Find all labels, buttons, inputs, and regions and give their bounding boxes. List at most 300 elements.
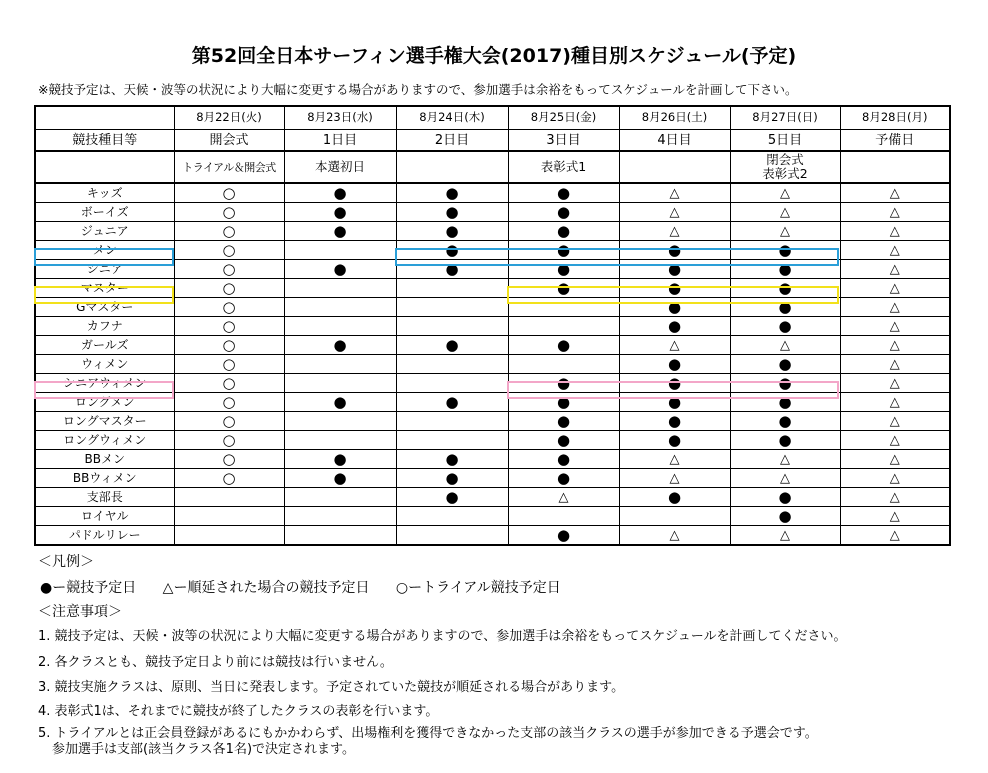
schedule-cell xyxy=(174,241,284,260)
class-name: シニアウィメン xyxy=(35,374,174,393)
table-row xyxy=(35,317,950,336)
schedule-cell xyxy=(730,336,840,355)
table-row xyxy=(35,222,950,241)
trial-mark: ○ xyxy=(222,449,236,468)
category-header: 競技種目等 xyxy=(35,130,174,152)
schedule-cell xyxy=(508,374,619,393)
schedule-cell xyxy=(396,279,508,298)
class-name: ロングマスター xyxy=(35,412,174,431)
class-name: メン xyxy=(35,241,174,260)
competition-mark: ● xyxy=(445,392,459,411)
schedule-cell xyxy=(730,241,840,260)
class-name: キッズ xyxy=(35,183,174,203)
class-name: ロイヤル xyxy=(35,507,174,526)
table-row xyxy=(35,469,950,488)
legend-heading: ＜凡例＞ xyxy=(38,554,94,570)
schedule-cell xyxy=(508,317,619,336)
corner-cell xyxy=(35,106,174,130)
trial-mark: ○ xyxy=(222,411,236,430)
schedule-cell xyxy=(840,241,950,260)
schedule-cell xyxy=(174,526,284,546)
schedule-cell xyxy=(730,412,840,431)
schedule-cell xyxy=(619,450,730,469)
schedule-cell xyxy=(396,469,508,488)
schedule-cell xyxy=(840,279,950,298)
competition-mark: ● xyxy=(445,259,459,278)
schedule-cell xyxy=(840,355,950,374)
day-header: 5日目 xyxy=(730,130,840,152)
competition-mark: ● xyxy=(667,487,682,506)
postponed-mark: △ xyxy=(889,413,900,429)
trial-mark: ○ xyxy=(222,392,236,411)
competition-mark: ● xyxy=(445,240,459,259)
schedule-cell xyxy=(284,279,396,298)
day-header: 4日目 xyxy=(619,130,730,152)
schedule-cell xyxy=(396,222,508,241)
schedule-cell xyxy=(619,469,730,488)
schedule-cell xyxy=(730,393,840,412)
event-row xyxy=(35,151,950,183)
schedule-cell xyxy=(508,183,619,203)
competition-mark: ● xyxy=(556,392,571,411)
schedule-cell xyxy=(284,526,396,546)
schedule-cell xyxy=(284,450,396,469)
postponed-mark: △ xyxy=(669,470,680,486)
competition-mark: ● xyxy=(556,335,571,354)
schedule-cell xyxy=(730,260,840,279)
trial-mark: ○ xyxy=(222,373,236,392)
postponed-mark: △ xyxy=(889,299,900,315)
trial-mark: ○ xyxy=(222,354,236,373)
table-row xyxy=(35,279,950,298)
schedule-cell xyxy=(840,183,950,203)
competition-mark: ● xyxy=(333,449,347,468)
class-name: 支部長 xyxy=(35,488,174,507)
competition-mark: ● xyxy=(445,183,459,202)
competition-mark: ● xyxy=(333,468,347,487)
caution-item-1: 1. 競技予定は、天候・波等の状況により大幅に変更する場合がありますので、参加選手は余裕をもってスケジュールを計画してください。 xyxy=(38,629,847,644)
schedule-cell xyxy=(619,431,730,450)
competition-mark: ● xyxy=(445,202,459,221)
day-header: 3日目 xyxy=(508,130,619,152)
schedule-cell xyxy=(284,507,396,526)
postponed-mark: △ xyxy=(889,432,900,448)
legend-item-scheduled: ●ー競技予定日 xyxy=(40,580,137,596)
schedule-cell xyxy=(508,336,619,355)
trial-mark: ○ xyxy=(222,468,236,487)
schedule-cell xyxy=(284,336,396,355)
postponed-mark: △ xyxy=(889,280,900,296)
competition-mark: ● xyxy=(556,259,571,278)
schedule-cell xyxy=(284,183,396,203)
schedule-cell xyxy=(840,507,950,526)
postponed-mark: △ xyxy=(889,337,900,353)
class-name: ロングウィメン xyxy=(35,431,174,450)
schedule-cell xyxy=(840,298,950,317)
table-row xyxy=(35,412,950,431)
trial-mark: ○ xyxy=(222,221,236,240)
schedule-cell xyxy=(284,298,396,317)
competition-mark: ● xyxy=(778,487,792,506)
schedule-cell xyxy=(730,317,840,336)
page-title: 第52回全日本サーフィン選手権大会(2017)種目別スケジュール(予定) xyxy=(191,45,797,67)
schedule-cell xyxy=(840,469,950,488)
class-name: BBウィメン xyxy=(35,469,174,488)
schedule-cell xyxy=(174,374,284,393)
day-header: 開会式 xyxy=(174,130,284,152)
postponed-mark: △ xyxy=(889,185,900,201)
competition-mark: ● xyxy=(667,297,682,316)
table-row xyxy=(35,355,950,374)
competition-mark: ● xyxy=(556,202,571,221)
competition-mark: ● xyxy=(778,278,792,297)
schedule-cell xyxy=(840,450,950,469)
class-name: ガールズ xyxy=(35,336,174,355)
event-cell: 本選初日 xyxy=(284,151,396,183)
event-cell: トライアル＆開会式 xyxy=(174,151,284,183)
schedule-cell xyxy=(619,355,730,374)
competition-mark: ● xyxy=(667,392,682,411)
schedule-cell xyxy=(619,183,730,203)
schedule-cell xyxy=(396,393,508,412)
competition-mark: ● xyxy=(556,221,571,240)
competition-mark: ● xyxy=(778,316,792,335)
trial-mark: ○ xyxy=(222,335,236,354)
schedule-cell xyxy=(619,317,730,336)
schedule-cell xyxy=(730,450,840,469)
event-cell: 表彰式1 xyxy=(508,151,619,183)
date-header: 8月26日(土) xyxy=(619,106,730,130)
schedule-cell xyxy=(840,203,950,222)
schedule-notice: ※競技予定は、天候・波等の状況により大幅に変更する場合がありますので、参加選手は余裕をもってスケジュールを計画して下さい。 xyxy=(38,82,798,97)
postponed-mark: △ xyxy=(889,261,900,277)
postponed-mark: △ xyxy=(889,508,900,524)
schedule-cell xyxy=(508,507,619,526)
event-cell xyxy=(840,151,950,183)
schedule-cell xyxy=(284,431,396,450)
schedule-cell xyxy=(508,260,619,279)
class-name: Gマスター xyxy=(35,298,174,317)
schedule-cell xyxy=(396,374,508,393)
table-row xyxy=(35,298,950,317)
date-header: 8月28日(月) xyxy=(840,106,950,130)
postponed-mark: △ xyxy=(889,375,900,391)
schedule-cell xyxy=(619,336,730,355)
competition-mark: ● xyxy=(556,468,571,487)
schedule-cell xyxy=(508,298,619,317)
schedule-cell xyxy=(840,431,950,450)
competition-mark: ● xyxy=(445,221,459,240)
class-name: マスター xyxy=(35,279,174,298)
caution-item-5-continued: 参加選手は支部(該当クラス各1名)で決定されます。 xyxy=(52,742,355,757)
competition-mark: ● xyxy=(778,259,792,278)
competition-mark: ● xyxy=(778,297,792,316)
schedule-cell xyxy=(396,317,508,336)
competition-mark: ● xyxy=(445,468,459,487)
schedule-cell xyxy=(508,431,619,450)
table-row xyxy=(35,393,950,412)
schedule-cell xyxy=(619,393,730,412)
competition-mark: ● xyxy=(556,373,571,392)
schedule-cell xyxy=(619,260,730,279)
postponed-mark: △ xyxy=(889,356,900,372)
day-row xyxy=(35,130,950,152)
competition-mark: ● xyxy=(667,259,682,278)
schedule-cell xyxy=(508,203,619,222)
table-row xyxy=(35,526,950,546)
postponed-mark: △ xyxy=(889,318,900,334)
schedule-cell xyxy=(284,393,396,412)
date-header: 8月25日(金) xyxy=(508,106,619,130)
schedule-cell xyxy=(508,412,619,431)
trial-mark: ○ xyxy=(222,259,236,278)
date-header: 8月22日(火) xyxy=(174,106,284,130)
postponed-mark: △ xyxy=(889,394,900,410)
date-header: 8月27日(日) xyxy=(730,106,840,130)
postponed-mark: △ xyxy=(669,223,680,239)
postponed-mark: △ xyxy=(780,470,790,486)
schedule-cell xyxy=(840,526,950,546)
postponed-mark: △ xyxy=(780,451,790,467)
schedule-cell xyxy=(730,298,840,317)
competition-mark: ● xyxy=(333,392,347,411)
schedule-cell xyxy=(396,488,508,507)
schedule-cell xyxy=(730,374,840,393)
schedule-cell xyxy=(619,488,730,507)
trial-mark: ○ xyxy=(222,202,236,221)
competition-mark: ● xyxy=(667,411,682,430)
table-row xyxy=(35,241,950,260)
schedule-cell xyxy=(396,260,508,279)
schedule-cell xyxy=(730,355,840,374)
schedule-cell xyxy=(174,393,284,412)
competition-mark: ● xyxy=(445,335,459,354)
competition-mark: ● xyxy=(556,183,571,202)
day-header: 2日目 xyxy=(396,130,508,152)
caution-item-4: 4. 表彰式1は、それまでに競技が終了したクラスの表彰を行います。 xyxy=(38,704,439,719)
competition-mark: ● xyxy=(333,335,347,354)
schedule-cell xyxy=(396,183,508,203)
table-row xyxy=(35,431,950,450)
schedule-cell xyxy=(174,355,284,374)
competition-mark: ● xyxy=(667,278,682,297)
class-name: BBメン xyxy=(35,450,174,469)
schedule-cell xyxy=(840,222,950,241)
event-label-cell xyxy=(35,151,174,183)
event-line: 閉会式 xyxy=(766,151,804,167)
trial-mark: ○ xyxy=(222,430,236,449)
postponed-mark: △ xyxy=(780,527,790,543)
date-row xyxy=(35,106,950,130)
schedule-cell xyxy=(174,203,284,222)
postponed-mark: △ xyxy=(669,451,680,467)
caution-item-3: 3. 競技実施クラスは、原則、当日に発表します。予定されていた競技が順延される場合があります。 xyxy=(38,680,625,695)
competition-mark: ● xyxy=(445,487,459,506)
postponed-mark: △ xyxy=(780,223,790,239)
class-name: カフナ xyxy=(35,317,174,336)
schedule-cell xyxy=(619,203,730,222)
postponed-mark: △ xyxy=(889,451,900,467)
schedule-cell xyxy=(840,260,950,279)
schedule-cell xyxy=(508,526,619,546)
schedule-cell xyxy=(284,317,396,336)
competition-mark: ● xyxy=(778,240,792,259)
schedule-cell xyxy=(284,412,396,431)
postponed-mark: △ xyxy=(669,204,680,220)
schedule-cell xyxy=(284,374,396,393)
schedule-cell xyxy=(174,279,284,298)
schedule-cell xyxy=(508,469,619,488)
class-name: パドルリレー xyxy=(35,526,174,546)
postponed-mark: △ xyxy=(669,337,680,353)
trial-mark: ○ xyxy=(222,278,236,297)
schedule-cell xyxy=(396,203,508,222)
schedule-cell xyxy=(508,393,619,412)
schedule-cell xyxy=(508,279,619,298)
schedule-cell xyxy=(174,298,284,317)
competition-mark: ● xyxy=(778,506,792,525)
schedule-cell xyxy=(730,222,840,241)
trial-mark: ○ xyxy=(222,183,236,202)
schedule-cell xyxy=(396,412,508,431)
schedule-cell xyxy=(619,241,730,260)
competition-mark: ● xyxy=(667,316,682,335)
legend xyxy=(40,577,561,597)
schedule-cell xyxy=(396,507,508,526)
schedule-cell xyxy=(840,488,950,507)
competition-mark: ● xyxy=(556,430,571,449)
schedule-cell xyxy=(508,488,619,507)
postponed-mark: △ xyxy=(780,204,790,220)
date-header: 8月23日(水) xyxy=(284,106,396,130)
competition-mark: ● xyxy=(667,354,682,373)
postponed-mark: △ xyxy=(558,489,569,505)
class-name: ボーイズ xyxy=(35,203,174,222)
day-header: 予備日 xyxy=(840,130,950,152)
schedule-cell xyxy=(284,469,396,488)
day-header: 1日目 xyxy=(284,130,396,152)
schedule-cell xyxy=(730,431,840,450)
schedule-cell xyxy=(174,450,284,469)
postponed-mark: △ xyxy=(780,185,790,201)
schedule-cell xyxy=(619,374,730,393)
competition-mark: ● xyxy=(333,202,347,221)
caution-item-2: 2. 各クラスとも、競技予定日より前には競技は行いません。 xyxy=(38,655,393,670)
schedule-cell xyxy=(619,412,730,431)
schedule-cell xyxy=(730,183,840,203)
schedule-cell xyxy=(284,203,396,222)
table-row xyxy=(35,336,950,355)
postponed-mark: △ xyxy=(889,489,900,505)
class-name: ジュニア xyxy=(35,222,174,241)
competition-mark: ● xyxy=(333,183,347,202)
schedule-table xyxy=(34,105,951,546)
schedule-cell xyxy=(730,526,840,546)
trial-mark: ○ xyxy=(222,240,236,259)
schedule-cell xyxy=(396,450,508,469)
schedule-cell xyxy=(284,222,396,241)
competition-mark: ● xyxy=(556,525,571,544)
schedule-cell xyxy=(396,298,508,317)
legend-item-trial: ○ートライアル競技予定日 xyxy=(395,580,561,596)
table-row xyxy=(35,260,950,279)
trial-mark: ○ xyxy=(222,297,236,316)
schedule-cell xyxy=(508,241,619,260)
postponed-mark: △ xyxy=(780,337,790,353)
schedule-cell xyxy=(619,298,730,317)
schedule-cell xyxy=(284,488,396,507)
schedule-cell xyxy=(508,355,619,374)
table-row xyxy=(35,450,950,469)
competition-mark: ● xyxy=(667,430,682,449)
competition-mark: ● xyxy=(667,373,682,392)
schedule-cell xyxy=(840,374,950,393)
postponed-mark: △ xyxy=(889,242,900,258)
table-row xyxy=(35,183,950,203)
schedule-cell xyxy=(730,279,840,298)
event-cell xyxy=(619,151,730,183)
schedule-cell xyxy=(619,507,730,526)
postponed-mark: △ xyxy=(889,527,900,543)
schedule-cell xyxy=(284,260,396,279)
schedule-cell xyxy=(174,469,284,488)
date-header: 8月24日(木) xyxy=(396,106,508,130)
competition-mark: ● xyxy=(556,449,571,468)
schedule-cell xyxy=(508,450,619,469)
competition-mark: ● xyxy=(333,259,347,278)
class-name: ロングメン xyxy=(35,393,174,412)
schedule-cell xyxy=(619,526,730,546)
schedule-cell xyxy=(174,222,284,241)
schedule-cell xyxy=(619,222,730,241)
table-row xyxy=(35,507,950,526)
competition-mark: ● xyxy=(556,240,571,259)
schedule-cell xyxy=(396,355,508,374)
schedule-cell xyxy=(174,336,284,355)
competition-mark: ● xyxy=(667,240,682,259)
event-line: 表彰式2 xyxy=(762,166,808,181)
table-row xyxy=(35,374,950,393)
schedule-cell xyxy=(396,526,508,546)
competition-mark: ● xyxy=(778,430,792,449)
competition-mark: ● xyxy=(778,411,792,430)
schedule-cell xyxy=(619,279,730,298)
trial-mark: ○ xyxy=(222,316,236,335)
schedule-cell xyxy=(174,488,284,507)
schedule-cell xyxy=(840,317,950,336)
class-name: ウィメン xyxy=(35,355,174,374)
schedule-cell xyxy=(174,412,284,431)
schedule-cell xyxy=(284,355,396,374)
schedule-cell xyxy=(730,469,840,488)
schedule-cell xyxy=(840,336,950,355)
postponed-mark: △ xyxy=(669,185,680,201)
table-row xyxy=(35,488,950,507)
schedule-cell xyxy=(730,507,840,526)
schedule-cell xyxy=(396,241,508,260)
competition-mark: ● xyxy=(556,278,571,297)
schedule-cell xyxy=(174,507,284,526)
class-name: シニア xyxy=(35,260,174,279)
schedule-cell xyxy=(174,260,284,279)
postponed-mark: △ xyxy=(889,470,900,486)
schedule-cell xyxy=(284,241,396,260)
competition-mark: ● xyxy=(778,373,792,392)
postponed-mark: △ xyxy=(889,204,900,220)
postponed-mark: △ xyxy=(669,527,680,543)
cautions-heading: ＜注意事項＞ xyxy=(38,604,122,620)
competition-mark: ● xyxy=(778,392,792,411)
